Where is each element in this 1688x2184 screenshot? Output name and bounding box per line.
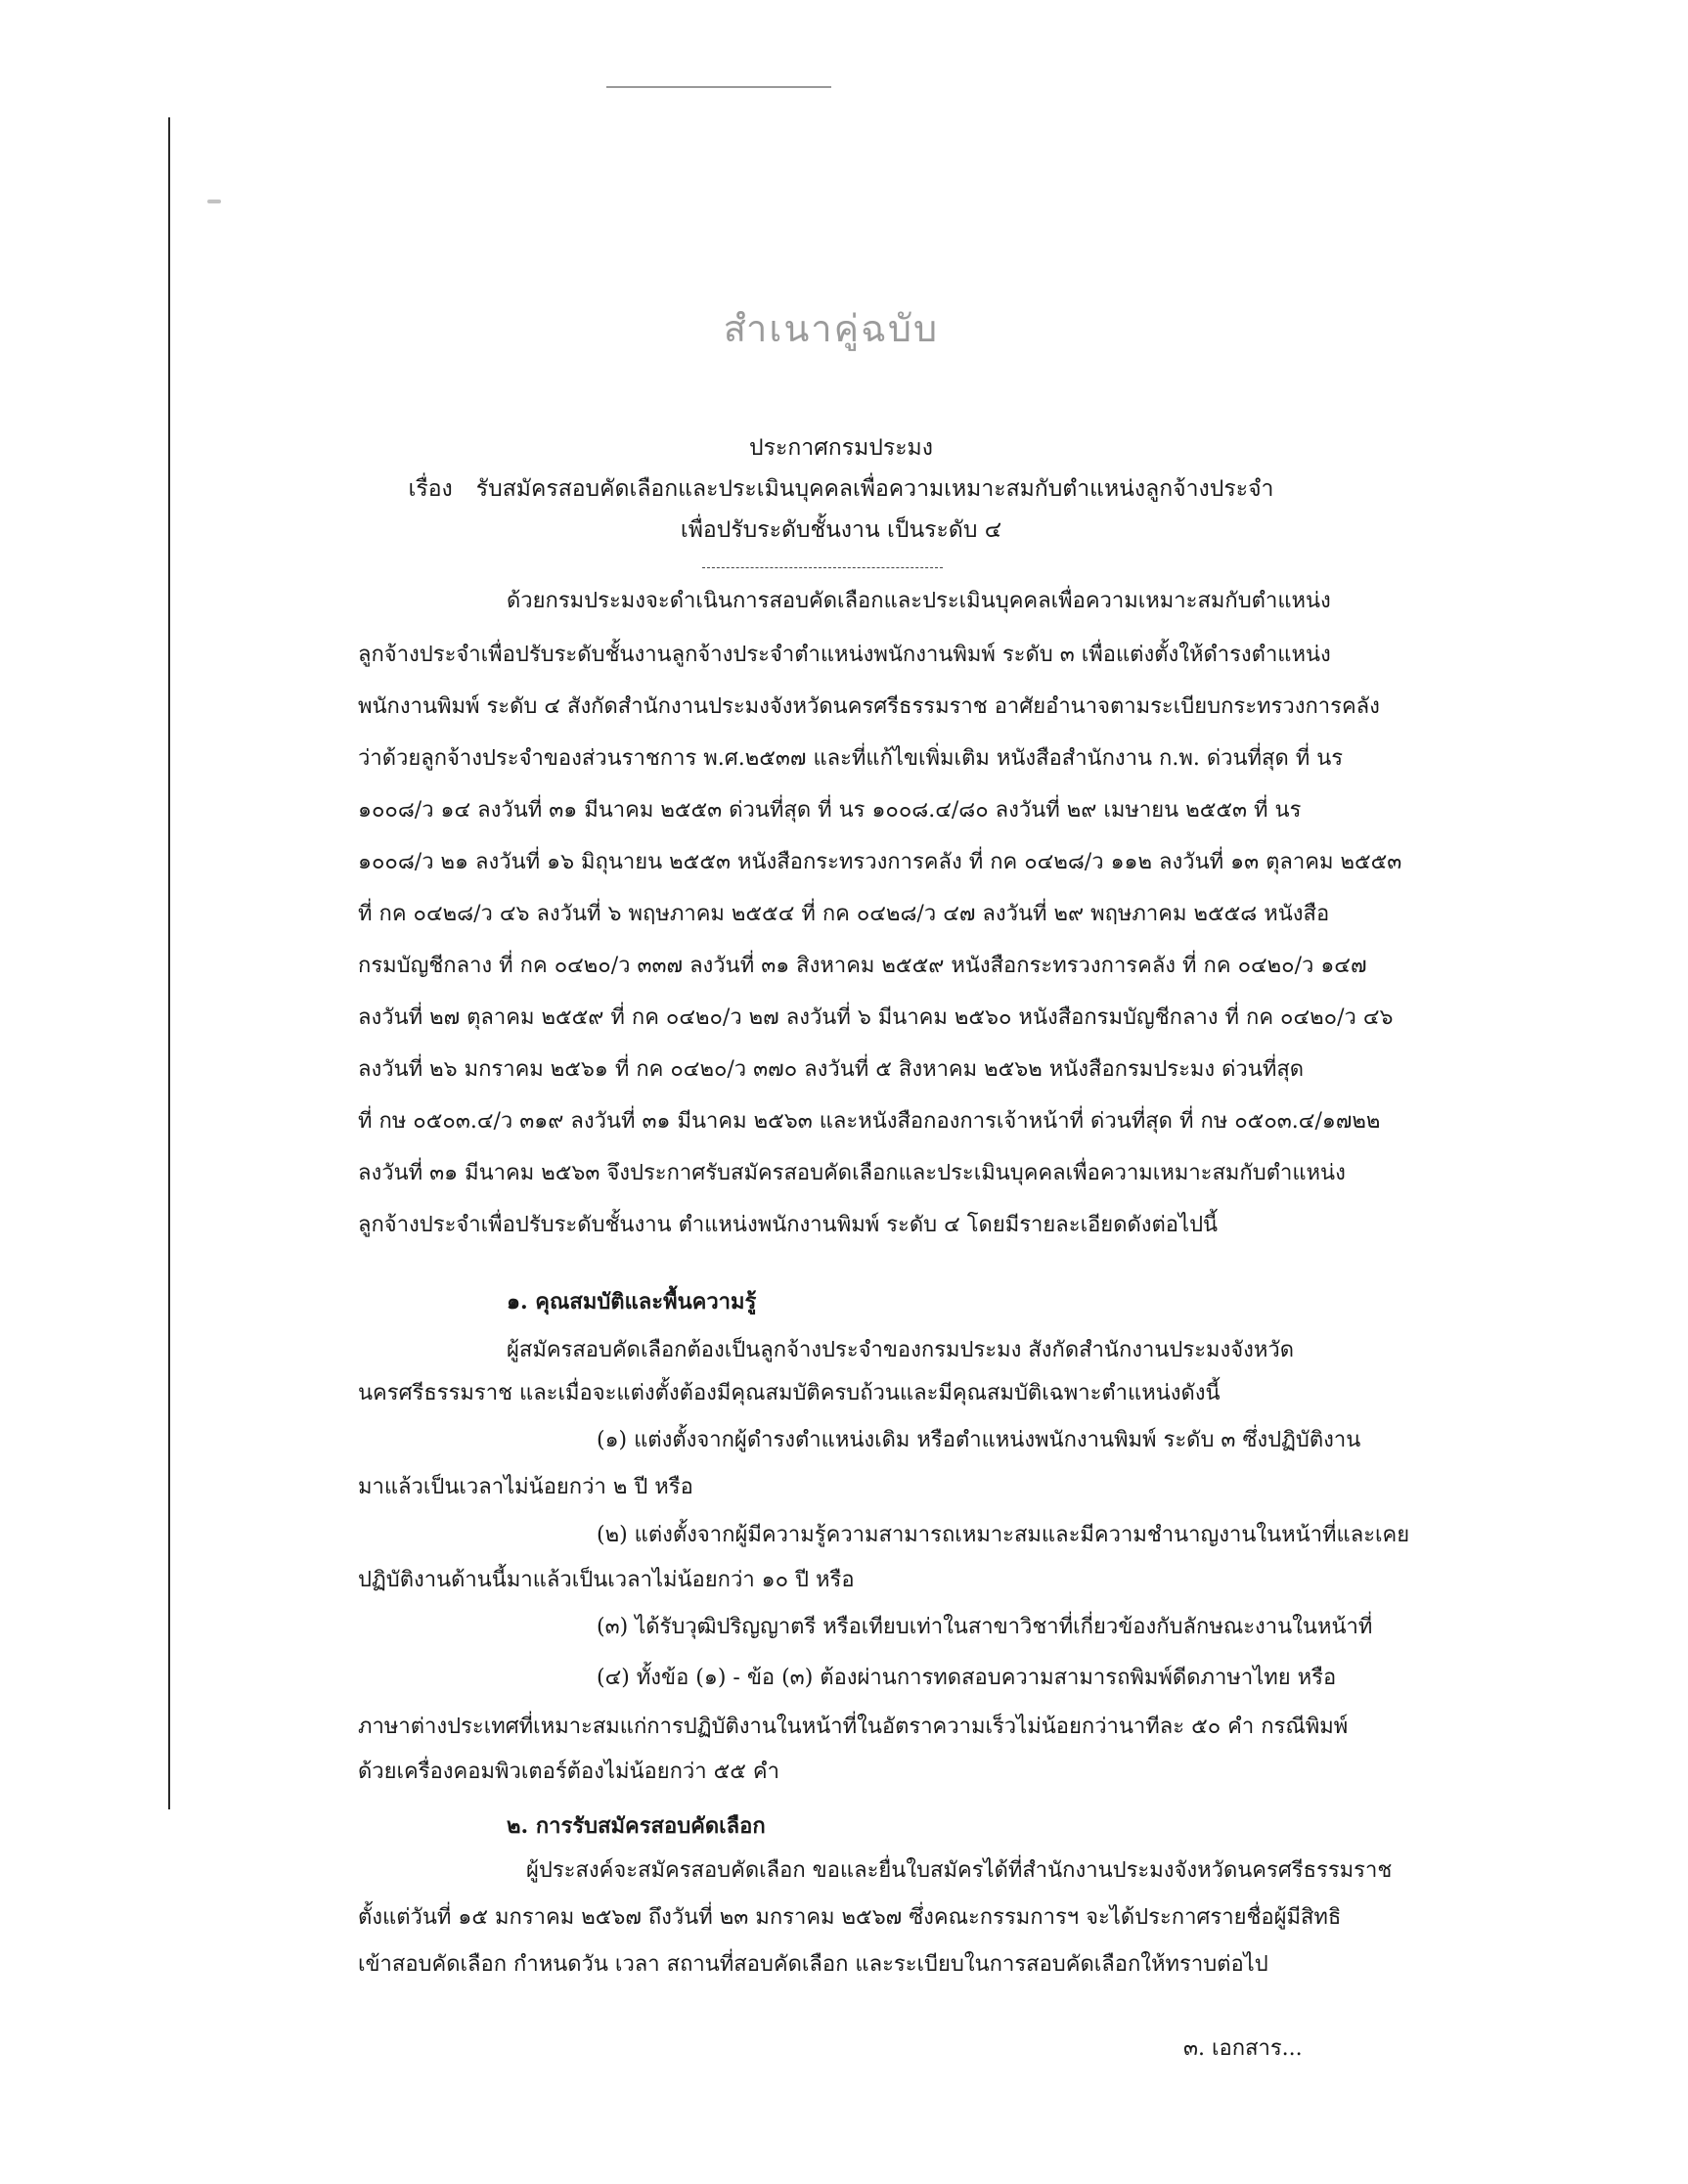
section-1-item: (๑) แต่งตั้งจากผู้ดำรงตำแหน่งเดิม หรือตำแหน่งพนักงานพิมพ์ ระดับ ๓ ซึ่งปฏิบัติงาน	[597, 1428, 1361, 1452]
section-2-heading: ๒. การรับสมัครสอบคัดเลือก	[507, 1813, 766, 1839]
intro-line: ลูกจ้างประจำเพื่อปรับระดับชั้นงานลูกจ้างประจำตำแหน่งพนักงานพิมพ์ ระดับ ๓ เพื่อแต่งตั้งให้ดำรงตำแหน่ง	[358, 643, 1331, 667]
intro-line: ที่ กษ ๐๕๐๓.๔/ว ๓๑๙ ลงวันที่ ๓๑ มีนาคม ๒๕๖๓ และหนังสือกองการเจ้าหน้าที่ ด่วนที่สุด ที่ กษ ๐๕๐๓.๔/๑๗๒๒	[358, 1109, 1381, 1134]
section-2-line: เข้าสอบคัดเลือก กำหนดวัน เวลา สถานที่สอบคัดเลือก และระเบียบในการสอบคัดเลือกให้ทราบต่อไป	[358, 1952, 1268, 1977]
scan-edge-left	[168, 117, 170, 1809]
announcement-subject	[352, 473, 1330, 505]
copy-stamp: สำเนาคู่ฉบับ	[723, 307, 940, 350]
subject-text: รับสมัครสอบคัดเลือกและประเมินบุคคลเพื่อความเหมาะสมกับตำแหน่งลูกจ้างประจำ	[475, 476, 1274, 502]
section-1-item: (๓) ได้รับวุฒิปริญญาตรี หรือเทียบเท่าในสาขาวิชาที่เกี่ยวข้องกับลักษณะงานในหน้าที่	[597, 1615, 1373, 1639]
subject-label: เรื่อง	[408, 476, 453, 502]
intro-line: ๑๐๐๘/ว ๑๔ ลงวันที่ ๓๑ มีนาคม ๒๕๕๓ ด่วนที่สุด ที่ นร ๑๐๐๘.๔/๘๐ ลงวันที่ ๒๙ เมษายน ๒๕๕๓ ที่ นร	[358, 798, 1302, 823]
intro-line: ลงวันที่ ๒๗ ตุลาคม ๒๕๕๙ ที่ กค ๐๔๒๐/ว ๒๗ ลงวันที่ ๖ มีนาคม ๒๕๖๐ หนังสือกรมบัญชีกลาง ที่ กค ๐๔๒๐/ว ๔๖	[358, 1005, 1394, 1030]
section-1-line: มาแล้วเป็นเวลาไม่น้อยกว่า ๒ ปี หรือ	[358, 1475, 693, 1499]
intro-line: ที่ กค ๐๔๒๘/ว ๔๖ ลงวันที่ ๖ พฤษภาคม ๒๕๕๔ ที่ กค ๐๔๒๘/ว ๔๗ ลงวันที่ ๒๙ พฤษภาคม ๒๕๕๘ หนังสือ	[358, 902, 1330, 926]
intro-line: ลงวันที่ ๒๖ มกราคม ๒๕๖๑ ที่ กค ๐๔๒๐/ว ๓๗๐ ลงวันที่ ๕ สิงหาคม ๒๕๖๒ หนังสือกรมประมง ด่วนที่สุด	[358, 1057, 1305, 1082]
section-1-line: ด้วยเครื่องคอมพิวเตอร์ต้องไม่น้อยกว่า ๕๕ คำ	[358, 1760, 779, 1784]
section-2-line: ตั้งแต่วันที่ ๑๕ มกราคม ๒๕๖๗ ถึงวันที่ ๒๓ มกราคม ๒๕๖๗ ซึ่งคณะกรรมการฯ จะได้ประกาศรายชื่อผู้มีสิทธิ	[358, 1905, 1342, 1930]
section-1-item: (๔) ทั้งข้อ (๑) - ข้อ (๓) ต้องผ่านการทดสอบความสามารถพิมพ์ดีดภาษาไทย หรือ	[597, 1666, 1337, 1690]
section-1-line: ภาษาต่างประเทศที่เหมาะสมแก่การปฏิบัติงานในหน้าที่ในอัตราความเร็วไม่น้อยกว่านาทีละ ๕๐ คำ กรณีพิมพ์	[358, 1715, 1349, 1739]
intro-line: ลูกจ้างประจำเพื่อปรับระดับชั้นงาน ตำแหน่งพนักงานพิมพ์ ระดับ ๔ โดยมีรายละเอียดดังต่อไปนี้	[358, 1213, 1219, 1237]
section-1-heading: ๑. คุณสมบัติและพื้นความรู้	[507, 1289, 757, 1315]
intro-line: ว่าด้วยลูกจ้างประจำของส่วนราชการ พ.ศ.๒๕๓๗ และที่แก้ไขเพิ่มเติม หนังสือสำนักงาน ก.พ. ด่วนที่สุด ที่ นร	[358, 746, 1344, 771]
intro-line: ลงวันที่ ๓๑ มีนาคม ๒๕๖๓ จึงประกาศรับสมัครสอบคัดเลือกและประเมินบุคคลเพื่อความเหมาะสมกับตำแหน่ง	[358, 1161, 1346, 1185]
intro-line: ๑๐๐๘/ว ๒๑ ลงวันที่ ๑๖ มิถุนายน ๒๕๕๓ หนังสือกระทรวงการคลัง ที่ กค ๐๔๒๘/ว ๑๑๒ ลงวันที่ ๑๓ ตุลาคม ๒๕๕๓	[358, 850, 1402, 874]
section-1-line: นครศรีธรรมราช และเมื่อจะแต่งตั้งต้องมีคุณสมบัติครบถ้วนและมีคุณสมบัติเฉพาะตำแหน่งดังนี้	[358, 1381, 1221, 1405]
section-1-line: ปฏิบัติงานด้านนี้มาแล้วเป็นเวลาไม่น้อยกว่า ๑๐ ปี หรือ	[358, 1568, 855, 1592]
intro-line: กรมบัญชีกลาง ที่ กค ๐๔๒๐/ว ๓๓๗ ลงวันที่ ๓๑ สิงหาคม ๒๕๕๙ หนังสือกระทรวงการคลัง ที่ กค ๐๔๒๐/ว ๑๔๗	[358, 954, 1367, 978]
announcement-title: ประกาศกรมประมง	[749, 435, 933, 461]
continuation-footer: ๓. เอกสาร...	[1183, 2036, 1303, 2061]
heading-divider	[702, 567, 943, 568]
section-1-line: ผู้สมัครสอบคัดเลือกต้องเป็นลูกจ้างประจำของกรมประมง สังกัดสำนักงานประมงจังหวัด	[507, 1338, 1295, 1362]
intro-line: ด้วยกรมประมงจะดำเนินการสอบคัดเลือกและประเมินบุคคลเพื่อความเหมาะสมกับตำแหน่ง	[507, 589, 1331, 613]
section-2-line: ผู้ประสงค์จะสมัครสอบคัดเลือก ขอและยื่นใบสมัครได้ที่สำนักงานประมงจังหวัดนครศรีธรรมราช	[526, 1858, 1393, 1883]
announcement-subject-line2: เพื่อปรับระดับชั้นงาน เป็นระดับ ๔	[680, 517, 1002, 543]
scan-edge-top	[606, 86, 831, 88]
section-1-item: (๒) แต่งตั้งจากผู้มีความรู้ความสามารถเหมาะสมและมีความชำนาญงานในหน้าที่และเคย	[597, 1523, 1410, 1547]
intro-line: พนักงานพิมพ์ ระดับ ๔ สังกัดสำนักงานประมงจังหวัดนครศรีธรรมราช อาศัยอำนาจตามระเบียบกระทรวงการคลัง	[358, 694, 1380, 719]
scan-speck	[207, 200, 221, 203]
